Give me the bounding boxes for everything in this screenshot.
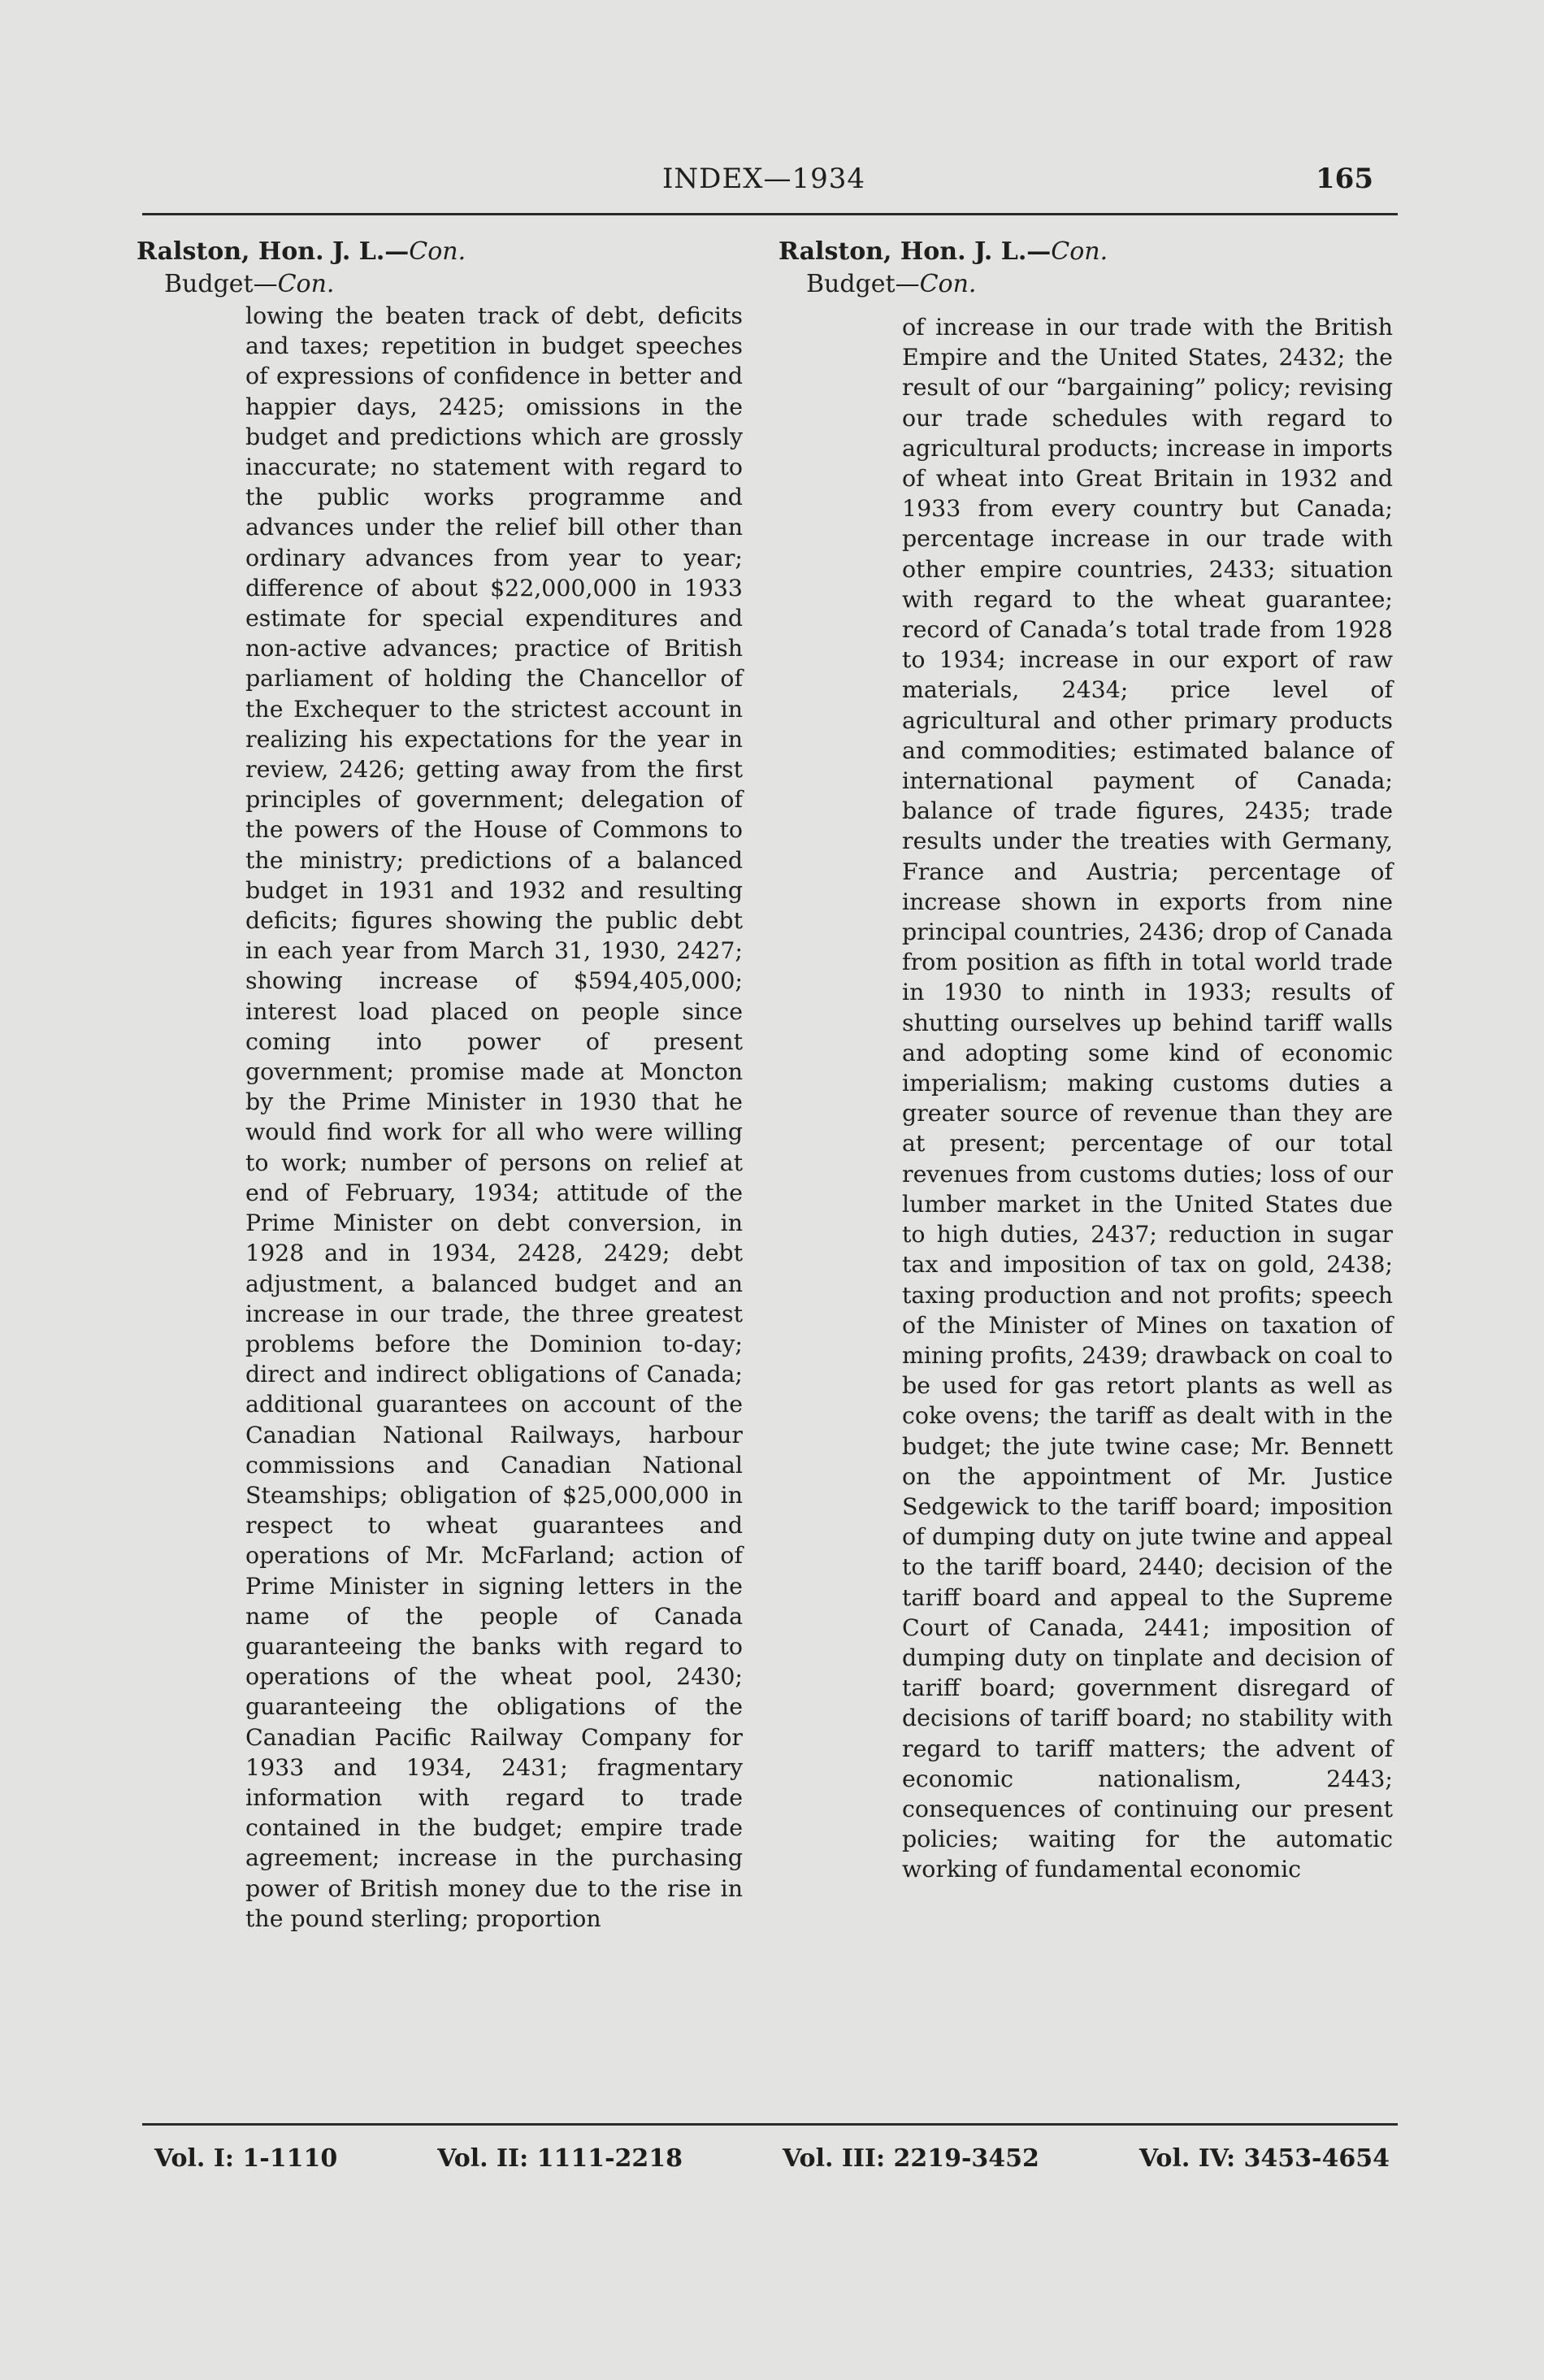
right-column bbox=[779, 236, 1412, 1885]
sub-heading-label: Budget— bbox=[164, 270, 278, 298]
sub-heading bbox=[806, 268, 1412, 301]
left-column bbox=[137, 236, 770, 1934]
entry-text: lowing the beaten track of debt, deficits and taxes; repetition in budget speeches of expressions of confidence in better and happier days, 2425; omissions in the budget and predictions which are grossly inaccurate; no statement with regard to the public works programme and advances under the relief bill other than ordinary advances from year to year; difference of about $22,000,000 in 1933 estimate for special expenditures and non-active advances; practice of British parliament of holding the Chancellor of the Exchequer to the strictest account in realizing his expectations for the year in review, 2426; getting away from the first principles of government; delegation of the powers of the House of Commons to the ministry; predictions of a balanced budget in 1931 and 1932 and resulting deficits; figures showing the public debt in each year from March 31, 1930, 2427; showing increase of $594,405,000; interest load placed on people since coming into power of present government; promise made at Moncton by the Prime Minister in 1930 that he would find work for all who were willing to work; number of persons on relief at end of February, 1934; attitude of the Prime Minister on debt conversion, in 1928 and in 1934, 2428, 2429; debt adjustment, a balanced budget and an increase in our trade, the three greatest problems before the Dominion to-day; direct and indirect obligations of Canada; additional guarantees on account of the Canadian National Railways, harbour commissions and Canadian National Steamships; obligation of $25,000,000 in respect to wheat guarantees and operations of Mr. McFarland; action of Prime Minister in signing letters in the name of the people of Canada guaranteeing the banks with regard to operations of the wheat pool, 2430; guaranteeing the obligations of the Canadian Pacific Railway Company for 1933 and 1934, 2431; fragmentary information with regard to trade contained in the budget; empire trade agreement; increase in the purchasing power of British money due to the rise in the pound sterling; proportion bbox=[245, 302, 743, 1932]
entry-name: Ralston, Hon. J. L.— bbox=[779, 237, 1052, 266]
volume-range: Vol. II: 1111-2218 bbox=[437, 2144, 683, 2173]
sub-heading-label: Budget— bbox=[806, 270, 920, 298]
sub-heading bbox=[164, 268, 770, 301]
entry-heading bbox=[779, 236, 1412, 268]
page-header bbox=[154, 163, 1373, 203]
header-rule bbox=[142, 213, 1398, 215]
entry-con: Con. bbox=[1051, 237, 1108, 266]
sub-heading-con: Con. bbox=[277, 270, 335, 298]
volume-range: Vol. I: 1-1110 bbox=[154, 2144, 338, 2173]
volume-range: Vol. III: 2219-3452 bbox=[783, 2144, 1039, 2173]
entry-heading bbox=[137, 236, 770, 268]
volume-footer bbox=[154, 2144, 1390, 2173]
sub-heading-con: Con. bbox=[919, 270, 977, 298]
footer-rule bbox=[142, 2123, 1398, 2126]
page-number: 165 bbox=[1316, 163, 1373, 195]
entry-text: of increase in our trade with the British Empire and the United States, 2432; the result of our “bargaining” policy; revising our trade schedules with regard to agricultural products; increase in imports of wheat into Great Britain in 1932 and 1933 from every country but Canada; percentage increase in our trade with other empire countries, 2433; situation with regard to the wheat guarantee; record of Canada’s total trade from 1928 to 1934; increase in our export of raw materials, 2434; price level of agricultural and other primary products and commodities; estimated balance of international payment of Canada; balance of trade figures, 2435; trade results under the treaties with Germany, France and Austria; percentage of increase shown in exports from nine principal countries, 2436; drop of Canada from position as fifth in total world trade in 1930 to ninth in 1933; results of shutting ourselves up behind tariff walls and adopting some kind of economic imperialism; making customs duties a greater source of revenue than they are at present; percentage of our total revenues from customs duties; loss of our lumber market in the United States due to high duties, 2437; reduction in sugar tax and imposition of tax on gold, 2438; taxing production and not profits; speech of the Minister of Mines on taxation of mining profits, 2439; drawback on coal to be used for gas retort plants as well as coke ovens; the tariff as dealt with in the budget; the jute twine case; Mr. Bennett on the appointment of Mr. Justice Sedgewick to the tariff board; imposition of dumping duty on jute twine and appeal to the tariff board, 2440; decision of the tariff board and appeal to the Supreme Court of Canada, 2441; imposition of dumping duty on tinplate and decision of tariff board; government disregard of decisions of tariff board; no stability with regard to tariff matters; the advent of economic nationalism, 2443; consequences of continuing our present policies; waiting for the automatic working of fundamental economic bbox=[902, 314, 1393, 1883]
entry-name: Ralston, Hon. J. L.— bbox=[137, 237, 410, 266]
volume-range: Vol. IV: 3453-4654 bbox=[1138, 2144, 1390, 2173]
running-title: INDEX—1934 bbox=[662, 163, 865, 195]
entry-con: Con. bbox=[409, 237, 466, 266]
